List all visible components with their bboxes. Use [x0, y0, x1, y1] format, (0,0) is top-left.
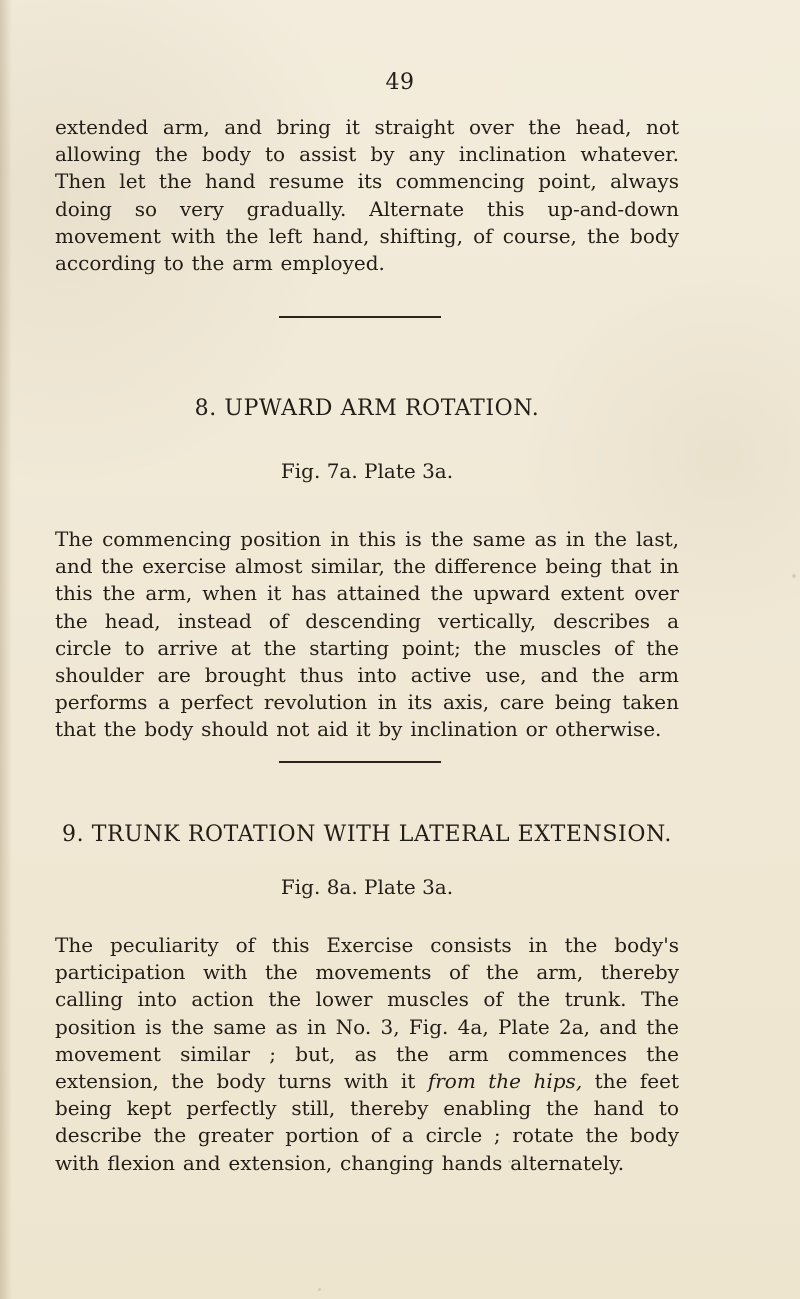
paper-speck [508, 1160, 511, 1163]
figure-reference-trunk-rotation: Fig. 8a. Plate 3a. [280, 875, 454, 899]
page-number: 49 [385, 70, 415, 95]
paper-speck [318, 1288, 321, 1291]
section-divider [279, 761, 441, 763]
paper-speck [792, 574, 796, 578]
paragraph-upward-arm-rotation: The commencing position in this is the same as in the last, and the exercise almost similar, the difference being that in this the arm, when it has attained the upward extent over the head, instead of descending vertically, describes a circle to arrive at the starting point; the muscles of the shoulder are brought thus into active use, and the arm performs a perfect revolution in its axis, care being taken that the body should not aid it by inclination or otherwise. [55, 527, 679, 742]
section-title-upward-arm-rotation: 8. UPWARD ARM ROTATION. [194, 396, 540, 421]
paragraph-arm-extension: extended arm, and bring it straight over the head, not allowing the body to assist by any inclination whatever. Then let the hand resume its commencing point, always doing so very gradually. Alternate this up-and-down movement with the left hand, shifting, of course, the body according to the arm employed. [55, 115, 679, 276]
paragraph-trunk-rotation-part-2: the feet being kept perfectly still, thereby enabling the hand to describe the greater portion of a circle ; rotate the body with flexion and extension, changing hands alternately. [55, 1069, 679, 1175]
paragraph-trunk-rotation [55, 932, 679, 1177]
paragraph-trunk-rotation-part-1: The peculiarity of this Exercise consists in the body's participation with the movements of the arm, thereby calling into action the lower muscles of the trunk. The position is the same as in No. 3, Fig. 4a, Plate 2a, and the movement similar ; but, as the arm commences the extension, the body turns with it [55, 933, 679, 1094]
figure-reference-upward-arm-rotation: Fig. 7a. Plate 3a. [280, 459, 454, 483]
section-title-trunk-rotation: 9. TRUNK ROTATION WITH LATERAL EXTENSION. [61, 822, 673, 847]
section-divider [279, 316, 441, 318]
paragraph-trunk-rotation-italic: from the hips, [427, 1069, 583, 1094]
